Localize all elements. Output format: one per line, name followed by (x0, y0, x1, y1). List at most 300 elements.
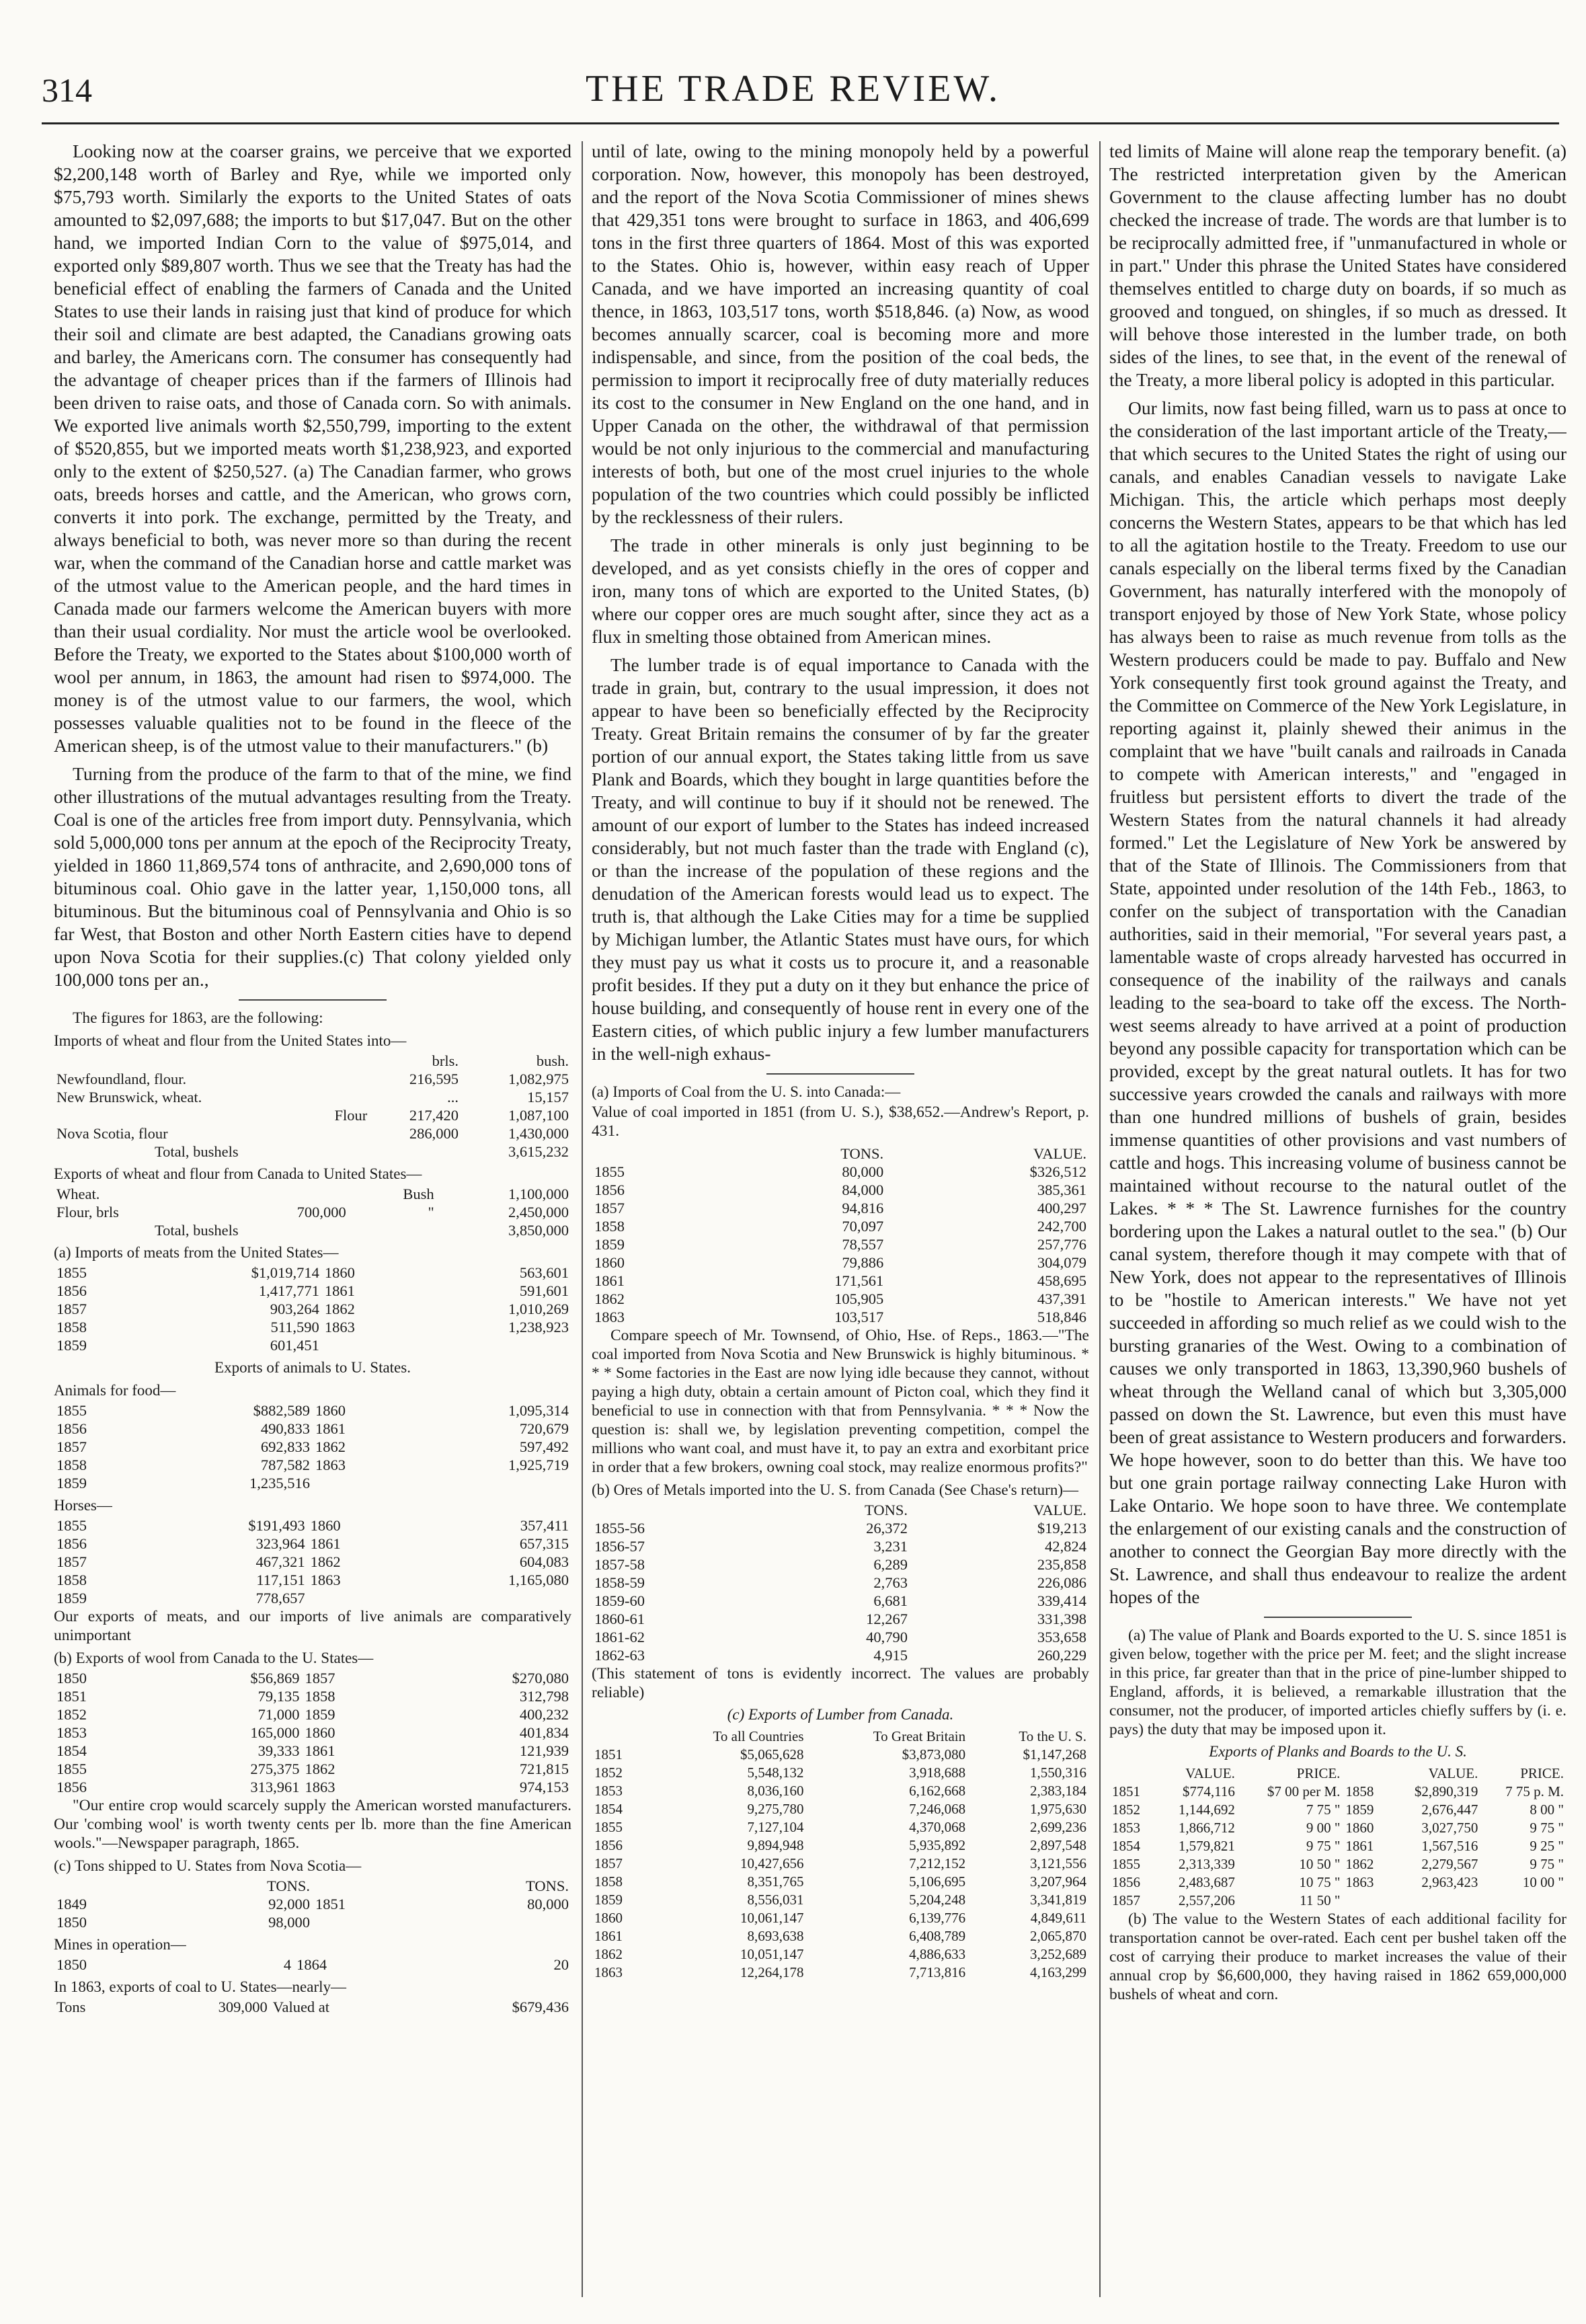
table-cell: 117,151 (256, 1572, 305, 1588)
table-cell: VALUE. (1428, 1765, 1478, 1781)
table-cell: Valued at (272, 1999, 330, 2015)
table-cell: 597,492 (519, 1438, 569, 1455)
table-cell (1109, 1765, 1154, 1783)
table-cell: 275,375 (250, 1760, 300, 1777)
table-cell: 1851 (1112, 1783, 1140, 1799)
table-row (54, 1474, 571, 1492)
table-cell: 591,601 (519, 1282, 569, 1299)
table-row (592, 1836, 1089, 1855)
table-cell: 1860 (310, 1517, 341, 1534)
table-cell: 1858-59 (594, 1574, 645, 1591)
table-cell: 1857 (56, 1301, 87, 1317)
table-row (592, 1782, 1089, 1800)
table-header-row (54, 1877, 571, 1895)
table-cell: $326,512 (1029, 1163, 1086, 1180)
table-cell: 1858 (1345, 1783, 1374, 1799)
table-cell: Nova Scotia, flour (56, 1125, 168, 1142)
table-cell: 1860-61 (594, 1611, 645, 1627)
table-cell: 3,121,556 (1030, 1855, 1086, 1871)
table-cell: 1859 (1345, 1802, 1374, 1818)
table-cell: bush. (536, 1052, 569, 1069)
table-cell: 217,420 (409, 1107, 459, 1124)
table-cell: 6,681 (873, 1592, 908, 1609)
table-row (1109, 1892, 1567, 1910)
table-row (54, 1124, 571, 1142)
table-cell: VALUE. (1033, 1145, 1086, 1162)
table-row (54, 1895, 571, 1913)
table-cell: 121,939 (519, 1742, 569, 1759)
table-cell: 787,582 (260, 1457, 310, 1473)
table-row (54, 1438, 571, 1456)
table-cell: TONS. (840, 1145, 884, 1162)
table-cell: 1857 (1112, 1892, 1140, 1908)
table-title: Imports of wheat and flour from the United States into— (54, 1032, 407, 1049)
table-cell: 1853 (594, 1783, 623, 1799)
table-cell: To the U. S. (1019, 1728, 1086, 1744)
table-cell: 9 25 " (1530, 1838, 1564, 1854)
table-cell: 2,763 (873, 1574, 908, 1591)
table-row (54, 1687, 571, 1705)
table-cell: 1859-60 (594, 1592, 645, 1609)
table-cell: 1857 (594, 1200, 625, 1216)
table-cell: 4,886,633 (909, 1946, 966, 1962)
table-row (592, 1519, 1089, 1537)
table-row (54, 1705, 571, 1723)
footnote-text: (a) The value of Plank and Boards exported to the U. S. since 1851 is given below, together with the price per M. feet; and the slight increase in this price, far greater than that in the price of pine-lumber shipped to England, affords, it is believed, a remarkable illustration that the consumer, not the producer, of imported articles chiefly suffers by (i. e. pays) the duty that may be imposed upon it. (1109, 1627, 1567, 1738)
paragraph: Looking now at the coarser grains, we perceive that we exported $2,200,148 worth of Barley and Rye, while we imported only $75,793 worth. Similarly the exports to the United States of oats amounted to $2,097,688; the imports to but $17,047. But on the other hand, we imported Indian Corn to the value of $975,014, and exported only $89,807 worth. Thus we see that the Treaty has had the beneficial effect of enabling the farmers of Canada and the United States to use their lands in raising just that kind of produce for which their soil and climate are best adapted, the Canadians growing oats and barley, the Americans corn. The consumer has consequently had the advantage of cheaper prices than if the farmers of Illinois had been driven to raise oats, and those of Canada corn. So with animals. We exported live animals worth $2,550,799, importing to the extent of $520,855, but we imported meats worth $1,238,923, and exported only to the extent of $250,527. (a) The Canadian farmer, who grows oats, breeds horses and cattle, and the American, who grows corn, converts it into pork. The exchange, permitted by the Treaty, and always beneficial to both, was never more so than during the recent war, when the command of the Canadian horse and cattle market was of the utmost value to the American people, and the hard times in Canada made our farmers welcome the American buyers with more than their usual cordiality. Nor must the article wool be overlooked. Before the Treaty, we exported to the States about $100,000 worth of wool per annum, in 1863, the amount had risen to $974,000. The money is of the utmost value to our farmers, the wool, which possesses valuable qualities not to be found in the fleece of the American sheep, is of the utmost value to their manufacturers." (b) (54, 141, 571, 756)
table-cell: 6,139,776 (909, 1910, 966, 1926)
table-row (54, 1913, 571, 1931)
table-cell: 1862-63 (594, 1647, 645, 1664)
table-cell: 235,858 (1037, 1556, 1086, 1573)
table-cell: 2,897,548 (1030, 1837, 1086, 1853)
table-cell (592, 1501, 762, 1519)
table-cell: Tons (56, 1999, 86, 2015)
table-cell (54, 1052, 306, 1070)
table-cell: 1852 (56, 1706, 87, 1723)
table-cell: 2,676,447 (1421, 1802, 1478, 1818)
coal-shipments-table (54, 1877, 571, 1931)
table-cell: VALUE. (1185, 1765, 1235, 1781)
table-cell: 171,561 (834, 1272, 884, 1289)
table-row (1109, 1801, 1567, 1819)
table-cell: 1856-57 (594, 1538, 645, 1555)
table-cell: 1861 (324, 1282, 355, 1299)
table-cell: 1854 (1112, 1838, 1140, 1854)
table-cell: 1861 (594, 1928, 623, 1944)
table-cell: $3,873,080 (902, 1746, 966, 1763)
table-cell: 8,036,160 (747, 1783, 804, 1799)
table-row (592, 1628, 1089, 1646)
table-cell (313, 1877, 422, 1895)
table-cell: 3,615,232 (508, 1143, 569, 1160)
table-cell: 778,657 (255, 1590, 305, 1606)
table-cell: 1860 (594, 1254, 625, 1271)
table-cell: 15,157 (527, 1089, 569, 1106)
table-cell: " (428, 1204, 434, 1221)
table-row (54, 1106, 571, 1124)
wheat-imports-table (54, 1052, 571, 1161)
paragraph: Our limits, now fast being filled, warn us to pass at once to the consideration of the last important article of the Treaty,—that which secures to the United States the right of using our canals, and enables Canadian vessels to navigate Lake Michigan. This, the article which perhaps most deeply concerns the Western States, appears to be that which has led to all the agitation hostile to the Treaty. Freedom to use our canals especially on the liberal terms fixed by the Canadian Government, has naturally interfered with the monopoly of transport enjoyed by those of New York State, whose policy has always been to raise as much revenue from tolls as the Western producers could be made to pay. Buffalo and New York consequently first took ground against the Treaty, and the Committee on Commerce of the New York Legislature, in reporting against it, plainly shewed their animus in the complaint that we have "built canals and railroads in Canada to compete with American interests," and "engaged in fruitless but persistent efforts to divert the trade of the Western States from the natural channels it had already formed." Let the Legislature of New York be answered by that of the State of Illinois. The Commissioners from that State, appointed under resolution of the 14th Feb., 1863, to confer on the subject of transportation with the Canadian authorities, said in their memorial, "For several years past, a lamentable waste of crops already harvested has occurred in consequence of the inability of the railways and canals leading to the sea-board to take off the excess. The North-west seems already to have arrived at a point of production beyond any possible capacity for transportation which can be provided, except by the great natural outlets. It has for two successive years crowded the canals and railways with more than one hundred millions of bushels of grain, besides immense quantities of other provisions and vast numbers of cattle and hogs. This increasing volume of business cannot be maintained without recourse to the natural outlet of the Lakes. * * * The St. Lawrence furnishes for the country bordering upon the Lakes a natural outlet to the sea." (b) Our canal system, therefore though it may compete with that of New York, does not appear to the representatives of Illinois to be "hostile to American interests." We have not yet succeeded in affording so much relief as we could wish to the bursting granaries of the West. Owing to a combination of causes we only transported in 1863, 13,390,960 bushels of wheat through the Welland canal of which but 3,305,000 passed on down the St. Lawrence, but even this must have been of great assistance to Western producers and forwarders. We hope however, soon to do better than this. We have too but one grain portage railway connecting Lake Huron with Lake Ontario. We hope soon to have three. We contemplate the enlargement of our existing canals and the construction of another to connect the Georgian Bay more directly with the St. Lawrence, and shall thus endeavour to realize the ardent hopes of the (1109, 397, 1567, 1607)
table-subtitle: Animals for food— (54, 1382, 176, 1399)
table-cell: 3,027,750 (1421, 1820, 1478, 1836)
paragraph: The lumber trade is of equal importance to Canada with the trade in grain, but, contrary to the usual impression, it does not appear to have been so beneficially effected by the Reciprocity Treaty. Great Britain remains the consumer of by far the greater portion of our annual export, the States taking little from us save Plank and Boards, which they bought in large quantities before the Treaty, and will continue to buy if it should not be renewed. The amount of our export of lumber to the States has indeed increased considerably, but not much faster than the trade with England (c), or than the increase of the population of these regions and the denudation of the American forests would lead us to expect. The truth is, that although the Lake Cities may for a time be supplied by Michigan lumber, the Atlantic States must have ours, for which they must pay us what it costs us to procure it, and a reasonable profit besides. If they put a duty on it they but enhance the price of house building, and consequently of house rent in every one of the Eastern cities, of which public injury a few lumber manufacturers in the well-nigh exhaus- (592, 654, 1089, 1064)
table-cell: 92,000 (268, 1896, 310, 1912)
table-cell: 518,846 (1037, 1309, 1086, 1325)
table-cell: 1861 (310, 1535, 341, 1552)
table-cell: 1861 (305, 1742, 335, 1759)
table-cell: 437,391 (1037, 1290, 1086, 1307)
table-row (592, 1646, 1089, 1664)
table-cell: 2,699,236 (1030, 1819, 1086, 1835)
table-cell: ... (447, 1089, 459, 1106)
table-row (592, 1217, 1089, 1235)
table-row (1109, 1873, 1567, 1892)
table-row (54, 1589, 571, 1607)
table-cell: 721,815 (519, 1760, 569, 1777)
table-cell: 79,135 (257, 1688, 300, 1705)
table-cell: 1862 (305, 1760, 335, 1777)
table-cell: 70,097 (842, 1218, 884, 1235)
table-row (592, 1891, 1089, 1909)
table-cell: 563,601 (519, 1264, 569, 1281)
table-cell: 401,834 (519, 1724, 569, 1741)
table-cell: 1860 (315, 1402, 346, 1419)
table-title: (a) Imports of meats from the United States— (54, 1244, 339, 1261)
table-row (54, 1760, 571, 1778)
table-row (592, 1964, 1089, 1982)
table-cell: 1,144,692 (1178, 1802, 1235, 1818)
table-cell: 1862 (324, 1301, 355, 1317)
table-cell: 80,000 (527, 1896, 569, 1912)
table-cell: 1,082,975 (508, 1071, 569, 1087)
table-cell: 4,370,068 (909, 1819, 966, 1835)
table-cell: 1853 (1112, 1820, 1140, 1836)
paragraph: ted limits of Maine will alone reap the temporary benefit. (a) The restricted interpretation given by the American Government to the clause affecting lumber has no doubt checked the increase of trade. The words are that lumber is to be reciprocally admitted free, if "unmanufactured in whole or in part." Under this phrase the United States have considered themselves entitled to charge duty on boards, if so much as grooved and tongued, on shingles, if so much as dressed. It will behove those interested in the lumber trade, on both sides of the lines, to see that, in the event of the renewal of the Treaty, a more liberal policy is adopted in this particular. (1109, 141, 1567, 390)
table-cell: 1861 (315, 1420, 346, 1437)
table-cell: 2,279,567 (1421, 1856, 1478, 1872)
table-cell: 1858 (594, 1218, 625, 1235)
table-cell: New Brunswick, wheat. (56, 1089, 202, 1106)
table-cell: 40,790 (866, 1629, 908, 1645)
table-cell: 1,925,719 (508, 1457, 569, 1473)
table-row (54, 1955, 571, 1974)
table-cell: 601,451 (270, 1337, 319, 1354)
table-cell: 1862 (310, 1553, 341, 1570)
table-row (592, 1818, 1089, 1836)
table-cell: 9 75 " (1306, 1838, 1341, 1854)
table-row (1109, 1837, 1567, 1855)
table-cell: 1860 (594, 1910, 623, 1926)
table-cell: 1861-62 (594, 1629, 645, 1645)
table-cell: TONS. (526, 1877, 569, 1894)
table-cell: TONS. (865, 1502, 908, 1518)
table-cell: 331,398 (1037, 1611, 1086, 1627)
table-cell: 700,000 (296, 1204, 346, 1221)
table-cell: 2,557,206 (1178, 1892, 1235, 1908)
coal-exports-1863-table (54, 1998, 571, 2016)
table-cell: $2,890,319 (1414, 1783, 1478, 1799)
table-cell: 1859 (305, 1706, 335, 1723)
table-cell: 80,000 (842, 1163, 884, 1180)
table-cell: 1,235,516 (249, 1475, 310, 1492)
table-row (592, 1945, 1089, 1964)
table-row (54, 1535, 571, 1553)
table-cell: Flour (334, 1107, 368, 1124)
table-row (54, 1203, 571, 1221)
table-cell: 39,333 (257, 1742, 300, 1759)
table-cell: 1858 (594, 1873, 623, 1890)
table-cell: 1857-58 (594, 1556, 645, 1573)
table-cell: To all Countries (713, 1728, 804, 1744)
table-title: Exports of Planks and Boards to the U. S. (1209, 1743, 1467, 1760)
animal-food-exports-table (54, 1401, 571, 1492)
table-row (592, 1199, 1089, 1217)
table-cell: 1856 (56, 1535, 87, 1552)
footnote-quote: "Our entire crop would scarcely supply the American worsted manufacturers. Our 'combing wool' is worth twenty cents per lb. more than the fine American wools."—Newspaper paragraph, 1865. (54, 1797, 571, 1852)
table-row (1109, 1783, 1567, 1801)
footnote-text: (This statement of tons is evidently incorrect. The values are probably reliable) (592, 1665, 1089, 1701)
table-row (592, 1855, 1089, 1873)
footnote-text: (b) The value to the Western States of each additional facility for transportation cannot be over-rated. Each cent per bushel taken off the cost of carrying their produce to market increases the value of their annual crop by $6,600,000, they having raised in 1862 659,000,000 bushels of wheat and corn. (1109, 1910, 1567, 2003)
table-cell: 1,975,630 (1030, 1801, 1086, 1817)
table-row (592, 1537, 1089, 1555)
table-cell (306, 1088, 370, 1106)
table-row (1109, 1819, 1567, 1837)
table-cell: 1850 (56, 1670, 87, 1687)
table-row (54, 1553, 571, 1571)
section-rule (1264, 1617, 1412, 1618)
table-cell: 78,557 (842, 1236, 884, 1253)
table-cell: 1,567,516 (1421, 1838, 1478, 1854)
table-row (54, 1571, 571, 1589)
table-cell: 1860 (305, 1724, 335, 1741)
table-cell: 3,918,688 (909, 1765, 966, 1781)
table-cell: 657,315 (519, 1535, 569, 1552)
table-cell: 974,153 (519, 1779, 569, 1795)
table-cell (592, 1145, 708, 1163)
table-row (592, 1873, 1089, 1891)
table-cell: 286,000 (409, 1125, 459, 1142)
table-cell: 1849 (56, 1896, 87, 1912)
table-cell: 7 75 " (1306, 1802, 1341, 1818)
table-cell: 5,935,892 (909, 1837, 966, 1853)
table-cell: 1863 (1345, 1874, 1374, 1890)
table-cell: 7,127,104 (747, 1819, 804, 1835)
table-cell: 7,246,068 (909, 1801, 966, 1817)
table-cell: 1,238,923 (508, 1319, 569, 1335)
table-cell: 1855 (594, 1163, 625, 1180)
table-cell: 1855 (56, 1402, 87, 1419)
table-row (592, 1235, 1089, 1253)
table-cell: 1863 (594, 1309, 625, 1325)
table-cell: 1858 (56, 1572, 87, 1588)
table-cell: 1855 (1112, 1856, 1140, 1872)
table-cell: 9 75 " (1530, 1820, 1564, 1836)
table-cell: 1860 (324, 1264, 355, 1281)
page-header (0, 0, 1586, 134)
table-cell: 1,095,314 (508, 1402, 569, 1419)
table-cell: 10 00 " (1522, 1874, 1564, 1890)
table-cell: To Great Britain (873, 1728, 966, 1744)
table-row (1109, 1855, 1567, 1873)
table-cell: 12,267 (866, 1611, 908, 1627)
table-cell: 105,905 (834, 1290, 884, 1307)
table-cell: 309,000 (218, 1999, 268, 2015)
table-cell: 4,915 (873, 1647, 908, 1664)
table-cell: 7,713,816 (909, 1964, 966, 1980)
table-row (54, 1264, 571, 1282)
table-header-row (592, 1145, 1089, 1163)
table-cell (306, 1070, 370, 1088)
table-cell: 490,833 (260, 1420, 310, 1437)
table-cell: $679,436 (512, 1999, 569, 2015)
table-cell: PRICE. (1296, 1765, 1341, 1781)
column-2 (592, 140, 1089, 2304)
table-cell: $5,065,628 (740, 1746, 804, 1763)
table-cell: 260,229 (1037, 1647, 1086, 1664)
meat-imports-table (54, 1264, 571, 1354)
footnote-text: Value of coal imported in 1851 (from U. S.), $38,652.—Andrew's Report, p. 431. (592, 1103, 1089, 1140)
table-cell: 1851 (56, 1688, 87, 1705)
table-cell: 6,162,668 (909, 1783, 966, 1799)
table-cell: 1857 (594, 1855, 623, 1871)
table-cell: 11 50 " (1300, 1892, 1341, 1908)
table-cell: 1856 (56, 1420, 87, 1437)
table-row (592, 1592, 1089, 1610)
table-cell: 10,051,147 (740, 1946, 804, 1962)
table-cell: 1856 (56, 1282, 87, 1299)
table-cell: 9 00 " (1306, 1820, 1341, 1836)
table-title: (b) Ores of Metals imported into the U. S. from Canada (See Chase's return)— (592, 1481, 1078, 1498)
table-cell: 1,165,080 (508, 1572, 569, 1588)
table-cell: 903,264 (270, 1301, 319, 1317)
table-row (592, 1181, 1089, 1199)
table-cell: 357,411 (520, 1517, 569, 1534)
table-row (54, 1185, 571, 1203)
table-cell: 313,961 (250, 1779, 300, 1795)
table-cell: 1863 (315, 1457, 346, 1473)
table-cell: TONS. (267, 1877, 310, 1894)
table-cell: 1860 (1345, 1820, 1374, 1836)
paragraph: Turning from the produce of the farm to that of the mine, we find other illustrations of the mutual advantages resulting from the Treaty. Coal is one of the articles free from import duty. Pennsylvania, which sold 5,000,000 tons per annum at the epoch of the Reciprocity Treaty, yielded in 1860 11,869,574 tons of anthracite, and 2,690,000 tons of bituminous coal. Ohio gave in the latter year, 1,150,000 tons, all bituminous. But the bituminous coal of Pennsylvania and Ohio is so far West, that Boston and other North Eastern cities have to depend upon Nova Scotia for their supplies.(c) That colony yielded only 100,000 tons per an., (54, 763, 571, 990)
table-cell: 458,695 (1037, 1272, 1086, 1289)
footnote-quote: Compare speech of Mr. Townsend, of Ohio, Hse. of Reps., 1863.—"The coal imported from Nova Scotia and New Brunswick is highly bituminous. * * * Some factories in the East are now lying idle because they cannot, without paying a high duty, obtain a certain amount of Picton coal, which they find it beneficial to use in connection with that from Pennsylvania. * * * Now the question is: shall we, by legislation preventing competition, compel the millions who want coal, and must have it, to pay an extra and exorbitant price in order that a few brokers, owning coal stock, may realize enormous profits?" (592, 1327, 1089, 1476)
table-row (592, 1610, 1089, 1628)
table-cell: 242,700 (1037, 1218, 1086, 1235)
table-cell: 1859 (594, 1236, 625, 1253)
table-row (592, 1163, 1089, 1181)
table-row (54, 1742, 571, 1760)
table-cell: 692,833 (260, 1438, 310, 1455)
table-cell: 1855 (56, 1264, 87, 1281)
table-cell: 226,086 (1037, 1574, 1086, 1591)
table-cell: 5,106,695 (909, 1873, 966, 1890)
table-cell: 10,427,656 (740, 1855, 804, 1871)
table-cell: PRICE. (1520, 1765, 1564, 1781)
table-cell: 1856 (56, 1779, 87, 1795)
table-cell: 1858 (56, 1457, 87, 1473)
table-cell: 1856 (594, 1837, 623, 1853)
table-cell: 2,483,687 (1178, 1874, 1235, 1890)
table-cell: brls. (432, 1052, 459, 1069)
table-cell: 1,579,821 (1178, 1838, 1235, 1854)
table-row (54, 1420, 571, 1438)
table-cell: 312,798 (519, 1688, 569, 1705)
table-cell: 84,000 (842, 1182, 884, 1198)
table-cell: 1,100,000 (508, 1186, 569, 1202)
coal-imports-table (592, 1145, 1089, 1326)
planks-boards-table (1109, 1765, 1567, 1910)
table-cell: 257,776 (1037, 1236, 1086, 1253)
table-cell: 1852 (1112, 1802, 1140, 1818)
table-row (592, 1308, 1089, 1326)
paragraph: until of late, owing to the mining monopoly held by a powerful corporation. Now, however, this monopoly has been destroyed, and the report of the Nova Scotia Commissioner of mines shews that 429,351 tons were brought to surface in 1863, and 406,699 tons in the first three quarters of 1864. Most of this was exported to the States. Ohio is, however, within easy reach of Upper Canada, and we have imported an increasing quantity of coal thence, in 1863, 103,517 tons, worth $518,846. (a) Now, as wood becomes annually scarcer, coal is becoming more and more indispensable, and since, from the position of the coal beds, the permission to import it reciprocally free of duty materially reduces its cost to the consumer in New England on the one hand, and in Upper Canada on the other, the withdrawal of that permission would be not only injurious to the commercial and manufacturing interests of both, but one of the most cruel injuries to the whole population of the two countries which could possibly be inflicted by the recklessness of their rulers. (592, 141, 1089, 527)
table-total-row (54, 1221, 571, 1239)
table-cell: 10,061,147 (740, 1910, 804, 1926)
table-cell: 1,010,269 (508, 1301, 569, 1317)
table-cell: 1863 (324, 1319, 355, 1335)
section-rule (239, 999, 387, 1001)
horse-exports-table (54, 1516, 571, 1607)
table-row (592, 1746, 1089, 1764)
page-number: 314 (42, 71, 92, 109)
table-cell: 1,550,316 (1030, 1765, 1086, 1781)
table-cell: $1,147,268 (1023, 1746, 1086, 1763)
table-cell: 2,450,000 (508, 1204, 569, 1221)
table-row (54, 1282, 571, 1300)
table-cell: 1853 (56, 1724, 87, 1741)
table-cell: 1854 (594, 1801, 623, 1817)
table-row (54, 1336, 571, 1354)
table-row (592, 1574, 1089, 1592)
table-cell: 1862 (1345, 1856, 1374, 1872)
table-cell: 604,083 (519, 1553, 569, 1570)
table-total-row (54, 1142, 571, 1161)
table-cell: 3,850,000 (508, 1222, 569, 1239)
table-cell: 9 75 " (1530, 1856, 1564, 1872)
table-cell: 1859 (56, 1475, 87, 1492)
table-cell: 98,000 (268, 1914, 310, 1931)
table-cell: 1850 (56, 1914, 87, 1931)
table-cell: 1856 (1112, 1874, 1140, 1890)
table-cell: 2,313,339 (1178, 1856, 1235, 1872)
table-cell: 1856 (594, 1182, 625, 1198)
table-header-row (54, 1052, 571, 1070)
table-cell: 8,693,638 (747, 1928, 804, 1944)
metal-ores-table (592, 1501, 1089, 1664)
wheat-exports-table (54, 1185, 571, 1239)
table-cell: 1852 (594, 1765, 623, 1781)
table-cell: $56,869 (250, 1670, 300, 1687)
column-divider (1099, 141, 1101, 2297)
table-cell: 165,000 (250, 1724, 300, 1741)
table-cell: 1859 (56, 1337, 87, 1354)
table-title: Exports of wheat and flour from Canada to United States— (54, 1165, 422, 1182)
table-cell: 400,297 (1037, 1200, 1086, 1216)
table-cell: 216,595 (409, 1071, 459, 1087)
table-cell: 1857 (305, 1670, 335, 1687)
column-divider (582, 141, 583, 2297)
table-cell: $774,116 (1182, 1783, 1235, 1799)
table-cell: 323,964 (255, 1535, 305, 1552)
table-cell: 1854 (56, 1742, 87, 1759)
table-cell: 339,414 (1037, 1592, 1086, 1609)
column-1 (54, 140, 571, 2304)
table-cell: 1855-56 (594, 1520, 645, 1537)
table-cell: 8,351,765 (747, 1873, 804, 1890)
table-row (54, 1318, 571, 1336)
